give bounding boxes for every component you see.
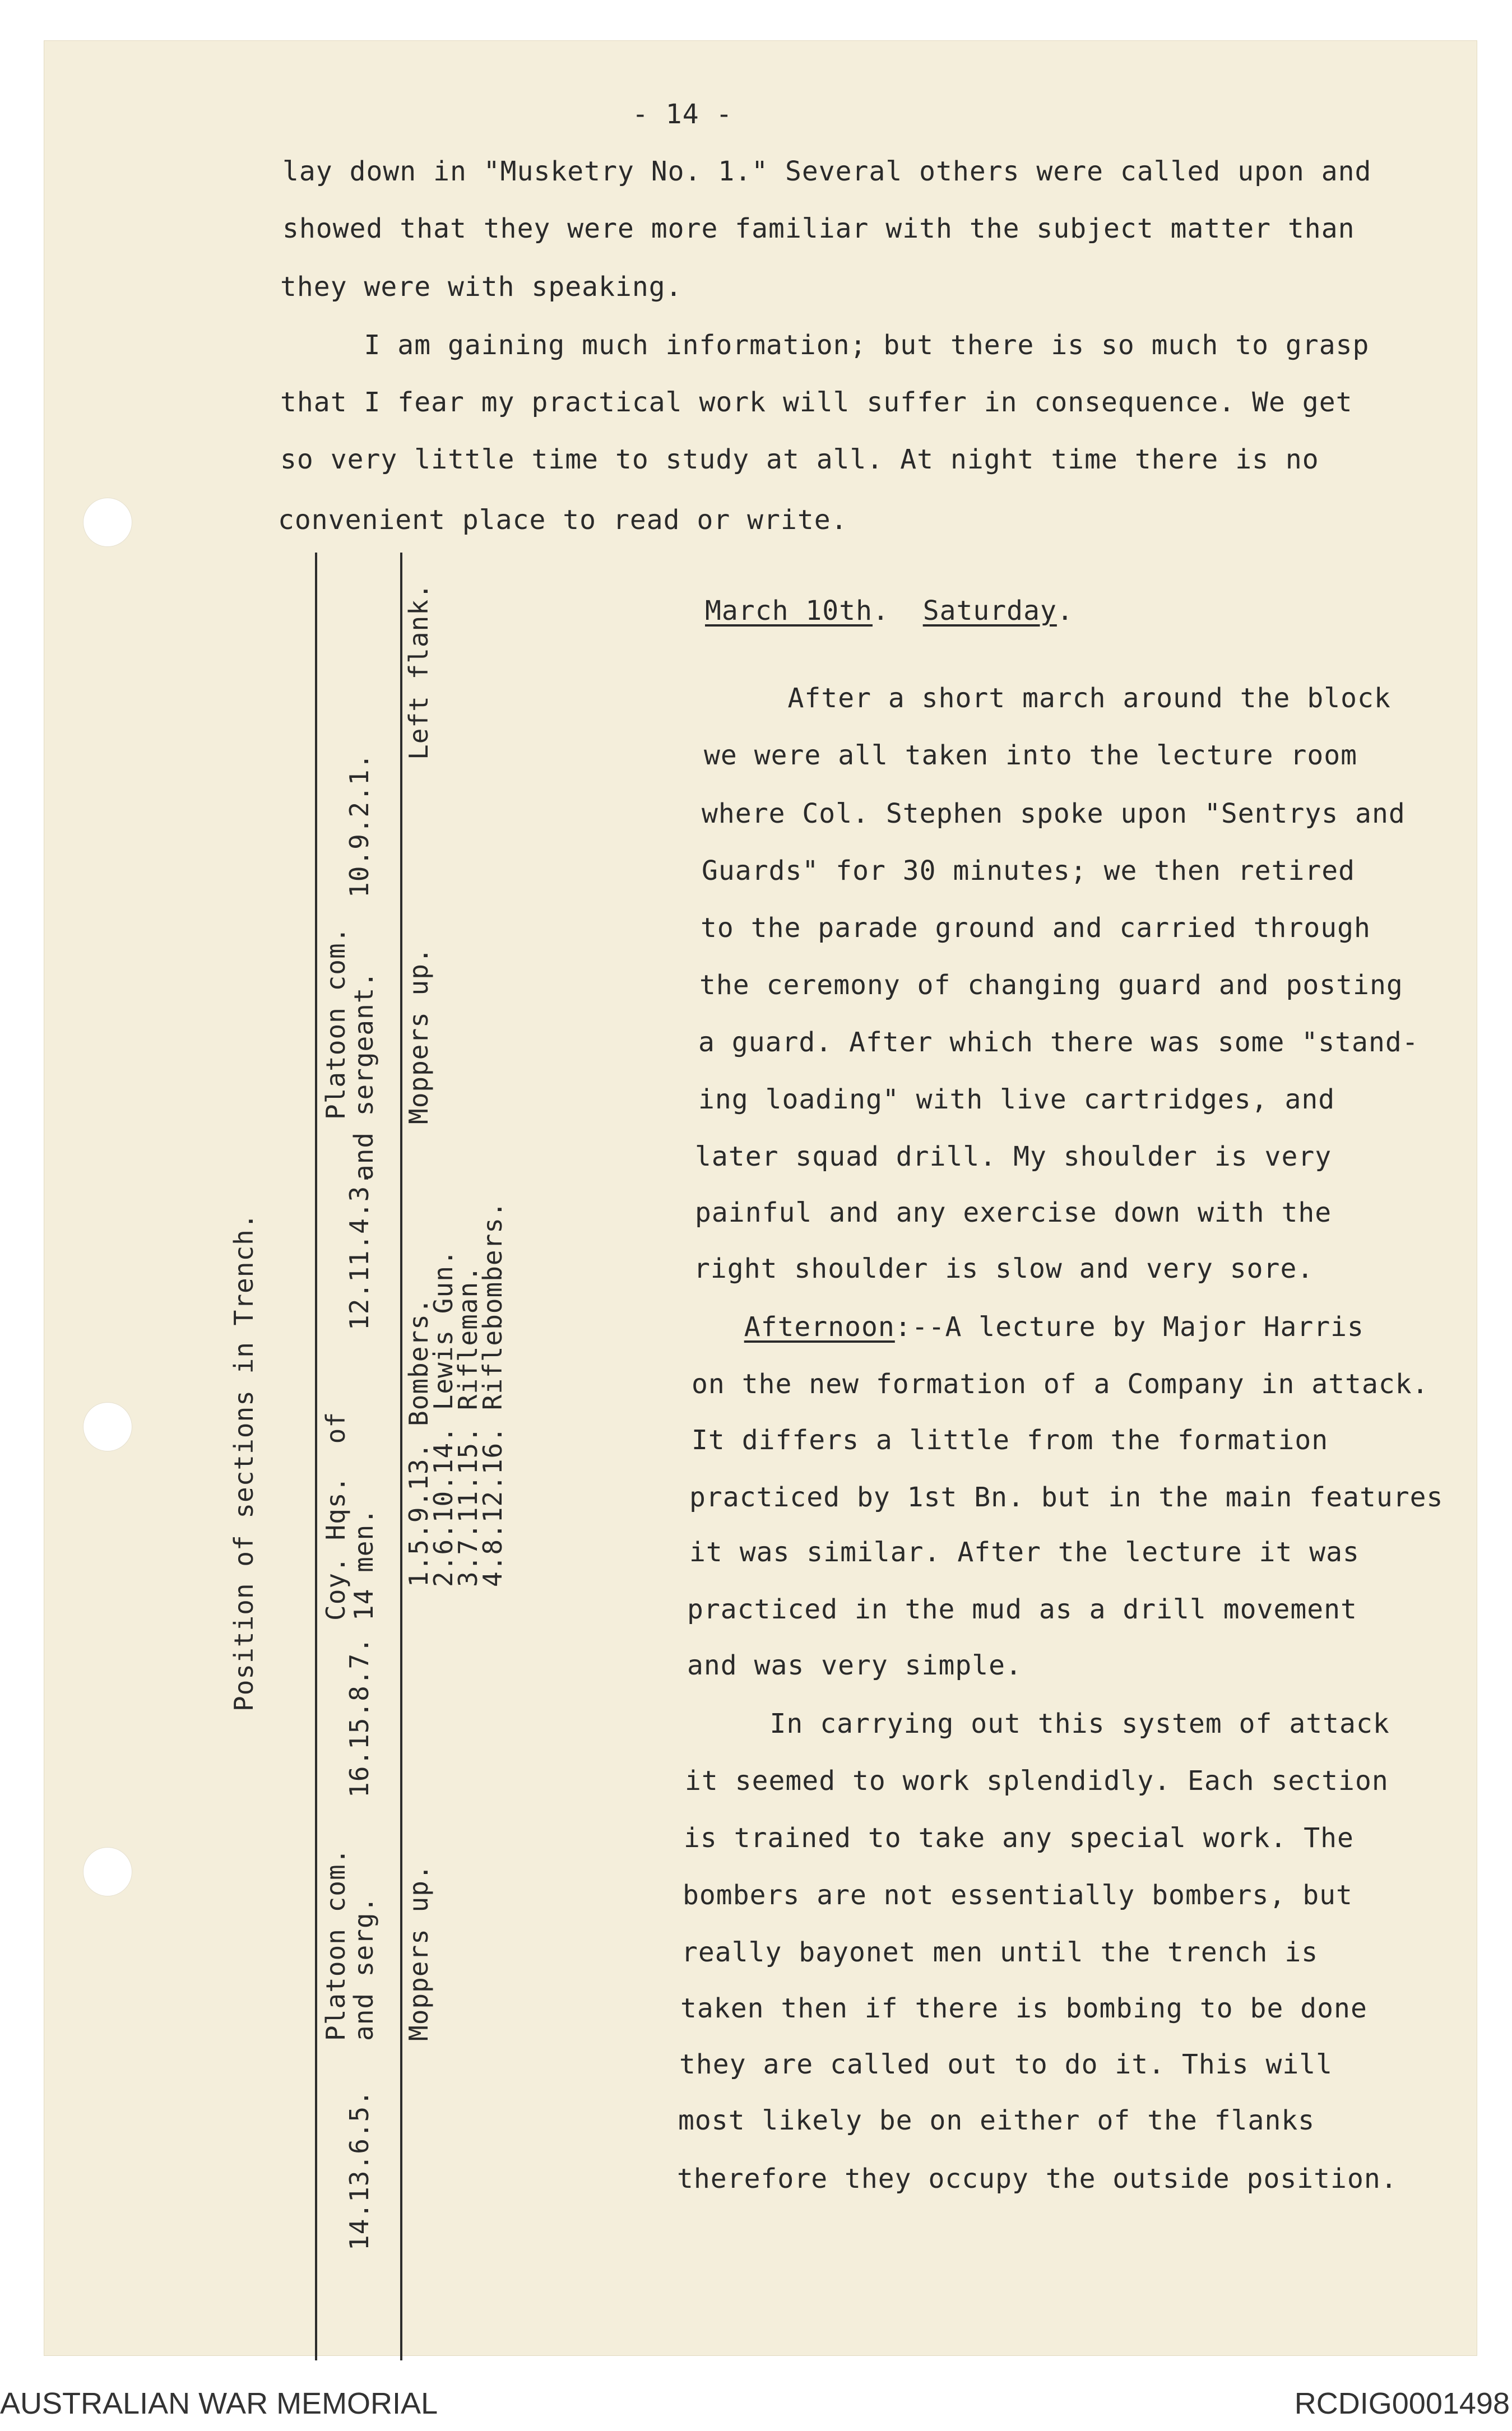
sergeant-label: and serg. — [349, 1896, 379, 2041]
text-line: practiced in the mud as a drill movement — [687, 1594, 1357, 1625]
entry-heading: March 10th. Saturday. — [705, 595, 1074, 627]
afternoon-label: Afternoon — [744, 1311, 895, 1343]
text-line: bombers are not essentially bombers, but — [683, 1880, 1353, 1911]
entry-day: Saturday — [922, 595, 1057, 627]
text-line: where Col. Stephen spoke upon "Sentrys and — [702, 798, 1406, 829]
text-line: we were all taken into the lecture room — [704, 740, 1358, 771]
text-line: In carrying out this system of attack — [686, 1708, 1390, 1739]
platoon-commander-label: Platoon com. — [321, 1848, 351, 2041]
entry-date: March 10th — [705, 595, 873, 627]
platoon-commander-label: Platoon com. — [321, 926, 351, 1120]
text-line: convenient place to read or write. — [278, 504, 848, 536]
text-line: later squad drill. My shoulder is very — [695, 1141, 1332, 1172]
page-number: - 14 - — [632, 99, 733, 130]
text-line: a guard. After which there was some "stand- — [698, 1027, 1419, 1058]
sergeant-label: and sergeant. — [349, 971, 379, 1180]
footer-institution: AUSTRALIAN WAR MEMORIAL — [0, 2387, 438, 2420]
text-line: to the parade ground and carried through — [701, 912, 1371, 944]
text-line: is trained to take any special work. The — [684, 1822, 1354, 1854]
text-line: practiced by 1st Bn. but in the main features — [689, 1482, 1444, 1513]
trench-line-left — [315, 553, 317, 2360]
punch-hole — [83, 1402, 132, 1451]
text-line: therefore they occupy the outside position. — [677, 2163, 1398, 2195]
rifleman-section: 3.7.11.15. Rifleman. — [453, 1265, 483, 1587]
text-line: and was very simple. — [687, 1650, 1022, 1681]
company-hq-label: Coy. Hqs. of — [321, 1411, 351, 1621]
section-numbers-centre-platoon: 12.11.4.3. — [344, 1170, 374, 1330]
text-line: I am gaining much information; but there is so much to grasp — [280, 330, 1370, 361]
moppers-up-label: Moppers up. — [403, 947, 434, 1124]
section-numbers-right-platoon: 14.13.6.5. — [344, 2090, 374, 2251]
text-line: taken then if there is bombing to be done — [680, 1993, 1367, 2024]
bombers-section: 1.5.9.13. Bombers. — [403, 1297, 434, 1587]
diagram-title: Position of sections in Trench. — [229, 1213, 259, 1711]
punch-hole — [83, 1847, 132, 1896]
text-line: they were with speaking. — [280, 271, 683, 303]
left-flank-label: Left flank. — [403, 583, 434, 760]
punch-hole — [83, 498, 132, 547]
afternoon-line: Afternoon:--A lecture by Major Harris — [744, 1311, 1364, 1343]
text-line: that I fear my practical work will suffer in consequence. We get — [280, 387, 1353, 418]
text-line: ing loading" with live cartridges, and — [698, 1084, 1335, 1115]
text-line: After a short march around the block — [704, 683, 1391, 714]
text-line: lay down in "Musketry No. 1." Several others were called upon and — [282, 156, 1372, 187]
lewis-gun-section: 2.6.10.14. Lewis Gun. — [428, 1249, 458, 1587]
text-line: right shoulder is slow and very sore. — [694, 1253, 1314, 1284]
section-numbers-left-platoon: 10.9.2.1. — [344, 753, 374, 898]
text-line: really bayonet men until the trench is — [681, 1937, 1319, 1968]
text-line: they are called out to do it. This will — [679, 2049, 1333, 2080]
text-line: painful and any exercise down with the — [695, 1197, 1332, 1228]
moppers-up-label: Moppers up. — [403, 1864, 434, 2041]
company-hq-men-label: 14 men. — [349, 1508, 379, 1621]
text-line: so very little time to study at all. At night time there is no — [280, 444, 1319, 475]
riflebombers-section: 4.8.12.16. Riflebombers. — [477, 1201, 508, 1587]
text-line: Guards" for 30 minutes; we then retired — [702, 855, 1356, 887]
text-line: on the new formation of a Company in attack. — [692, 1368, 1429, 1400]
text-line: it was similar. After the lecture it was — [689, 1537, 1360, 1568]
text-line: It differs a little from the formation — [692, 1425, 1329, 1456]
text-line: most likely be on either of the flanks — [678, 2105, 1315, 2136]
text-line: the ceremony of changing guard and posting — [699, 969, 1403, 1001]
section-numbers-company: 16.15.8.7. — [344, 1637, 374, 1798]
text-line: showed that they were more familiar with the subject matter than — [282, 213, 1355, 244]
text-line: it seemed to work splendidly. Each section — [685, 1765, 1389, 1797]
trench-line-right — [400, 553, 402, 2360]
footer-record-id: RCDIG0001498 — [1294, 2387, 1510, 2420]
